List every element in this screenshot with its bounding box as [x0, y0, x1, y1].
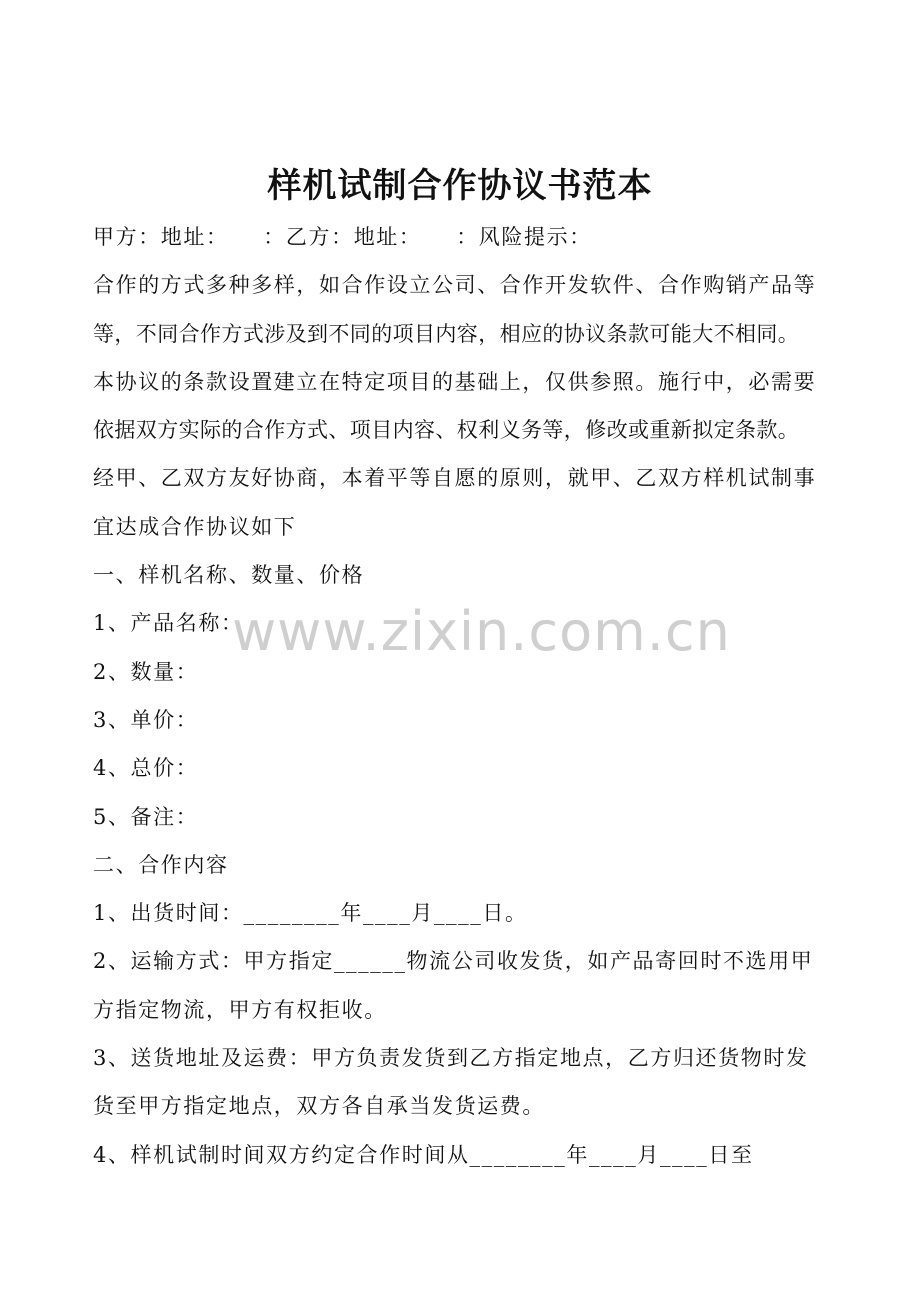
paragraph-line: 宜达成合作协议如下: [93, 514, 297, 539]
list-item: 5、备注：: [93, 804, 199, 829]
watermark: www.zixin.com.cn: [232, 600, 731, 663]
list-item: 4、总价：: [93, 756, 199, 781]
list-item: 1、产品名称：: [93, 611, 244, 636]
list-item: 2、运输方式：甲方指定______物流公司收发货，如产品寄回时不选用甲: [93, 949, 814, 974]
list-item: 4、样机试制时间双方约定合作时间从________年____月____日至: [93, 1142, 754, 1167]
paragraph-line: 合作的方式多种多样，如合作设立公司、合作开发软件、合作购销产品等: [93, 273, 817, 298]
list-item: 3、单价：: [93, 707, 199, 732]
list-item-continuation: 方指定物流，甲方有权拒收。: [93, 997, 387, 1022]
section-heading: 一、样机名称、数量、价格: [93, 563, 365, 588]
paragraph-line: 依据双方实际的合作方式、项目内容、权利义务等，修改或重新拟定条款。: [93, 418, 800, 443]
document-title: 样机试制合作协议书范本: [267, 166, 653, 206]
paragraph-line: 本协议的条款设置建立在特定项目的基础上，仅供参照。施行中，必需要: [93, 369, 817, 394]
paragraph-line: 经甲、乙双方友好协商，本着平等自愿的原则，就甲、乙双方样机试制事: [93, 466, 817, 491]
list-item-continuation: 货至甲方指定地点，双方各自承当发货运费。: [93, 1094, 545, 1119]
list-item: 2、数量：: [93, 659, 199, 684]
document-body: [93, 213, 833, 1179]
party-info-line: 甲方：地址： ：乙方：地址： ：风险提示：: [93, 225, 592, 249]
paragraph-line: 等，不同合作方式涉及到不同的项目内容，相应的协议条款可能大不相同。: [93, 321, 800, 346]
section-heading: 二、合作内容: [93, 852, 229, 877]
list-item: 1、出货时间：________年____月____日。: [93, 901, 528, 926]
list-item: 3、送货地址及运费：甲方负责发货到乙方指定地点，乙方归还货物时发: [93, 1046, 809, 1071]
